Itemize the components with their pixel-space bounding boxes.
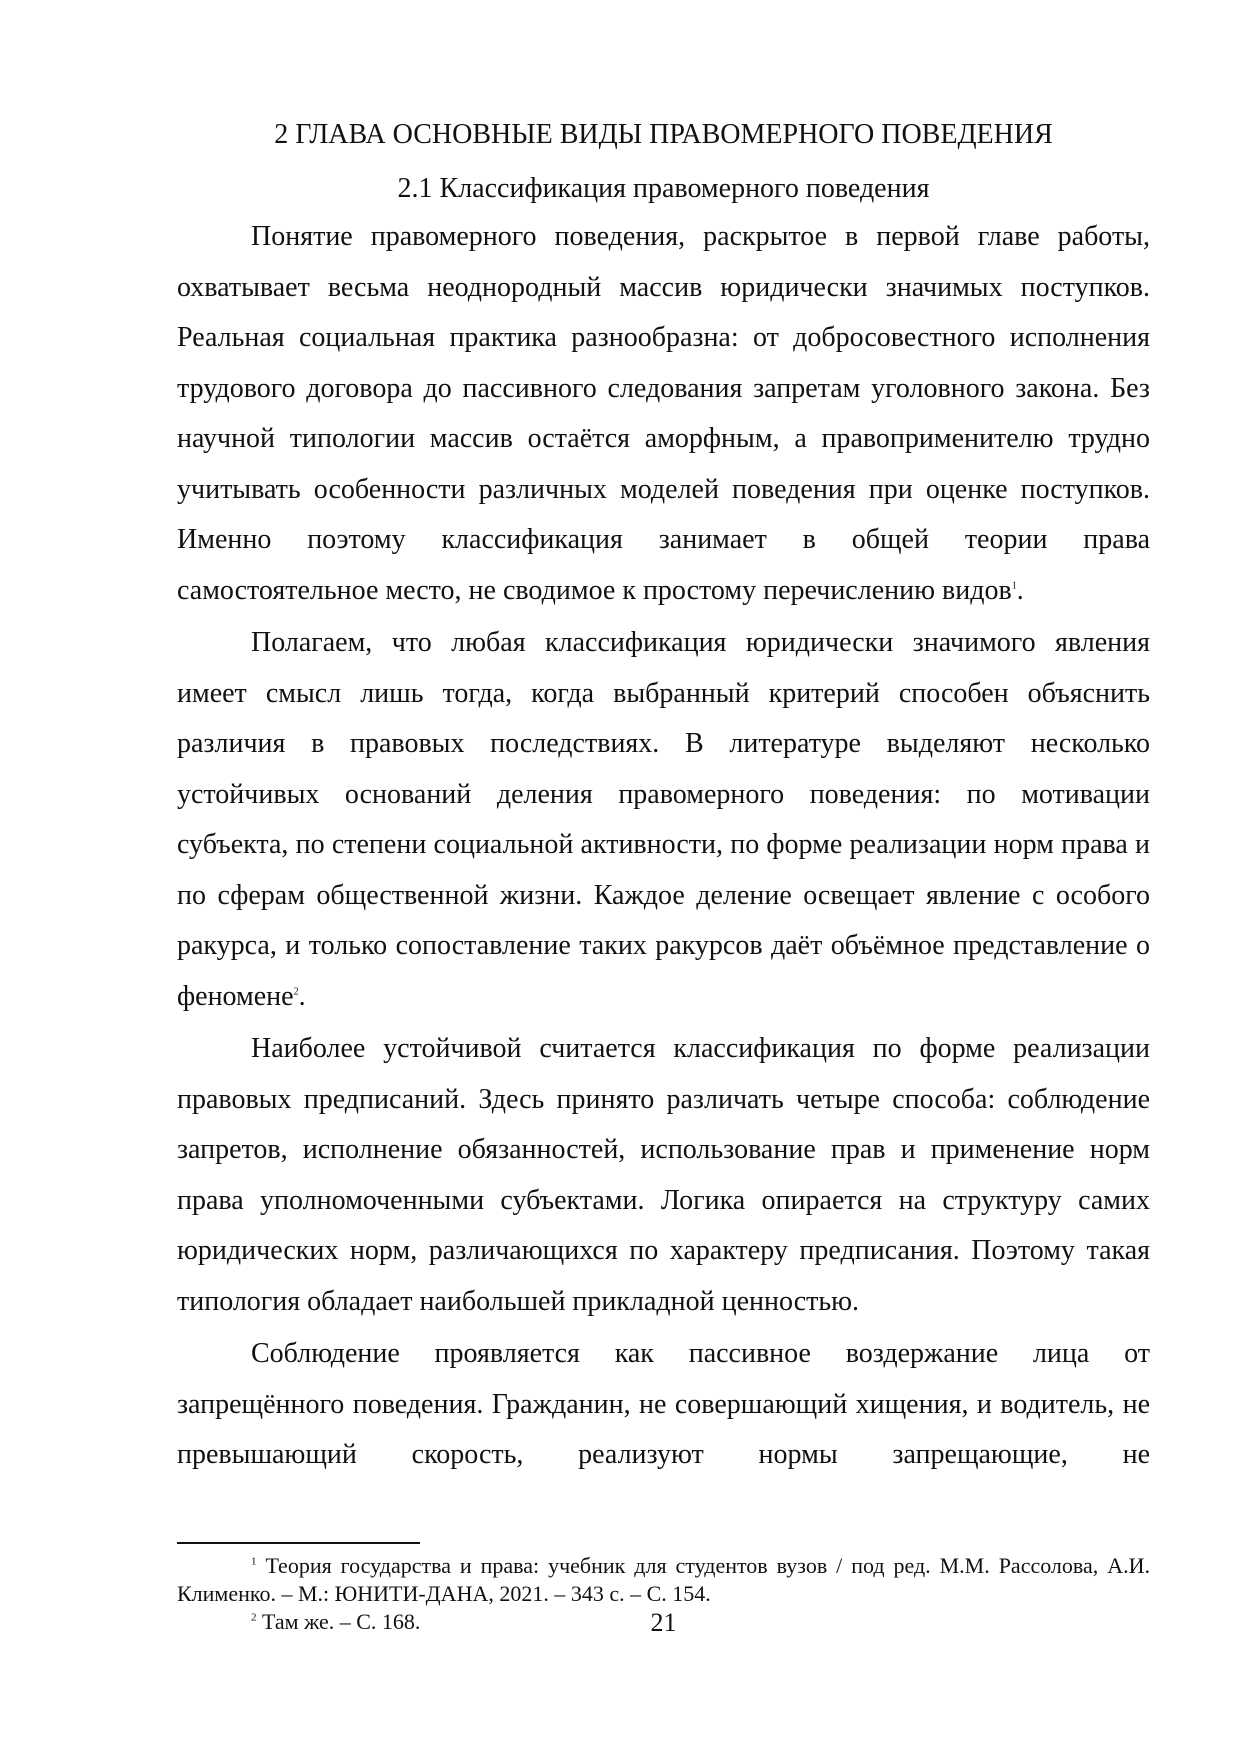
paragraph-4 [177, 1329, 1150, 1481]
footnote-reference-1[interactable]: 1 [1011, 580, 1017, 592]
footnote-number: 1 [251, 1555, 257, 1568]
paragraph-text: Соблюдение проявляется как пассивное воздержание лица от запрещённого поведения. Гражданин, не совершающий хищения, и водитель, не превышающий скорость, реализуют нормы запрещающие, не [177, 1338, 1150, 1470]
chapter-title: 2 ГЛАВА ОСНОВНЫЕ ВИДЫ ПРАВОМЕРНОГО ПОВЕДЕНИЯ [274, 119, 1053, 150]
footnote-1 [177, 1552, 1150, 1608]
footnote-text: Там же. – С. 168. [262, 1609, 421, 1634]
footnote-text: Теория государства и права: учебник для студентов вузов / под ред. М.М. Рассолова, А.И. Клименко. – М.: ЮНИТИ-ДАНА, 2021. – 343 с. – С. 154. [177, 1553, 1150, 1606]
page-number: 21 [650, 1608, 677, 1637]
paragraph-tail: . [1016, 574, 1024, 606]
paragraph-1 [177, 212, 1150, 616]
document-page [177, 118, 1150, 1481]
paragraph-tail: . [298, 980, 306, 1012]
section-title: 2.1 Классификация правомерного поведения [397, 173, 930, 204]
paragraph-text: Наиболее устойчивой считается классификация по форме реализации правовых предписаний. Здесь принято различать четыре способа: соблюдение запретов, исполнение обязанностей, использование прав и применение норм права уполномоченными субъектами. Логика опирается на структуру самих юридических норм, различающихся по характеру предписания. Поэтому такая типология обладает наибольшей прикладной ценностью. [177, 1033, 1150, 1317]
paragraph-2 [177, 618, 1150, 1022]
paragraph-text: Понятие правомерного поведения, раскрытое в первой главе работы, охватывает весьма неоднородный массив юридически значимых поступков. Реальная социальная практика разнообразна: от добросовестного исполнения трудового договора до пассивного следования запретам уголовного закона. Без научной типологии массив остаётся аморфным, а правоприменителю трудно учитывать особенности различных моделей поведения при оценке поступков. Именно поэтому классификация занимает в общей теории права самостоятельное место, не сводимое к простому перечислению видов [177, 221, 1150, 606]
footnote-reference-2[interactable]: 2 [293, 986, 299, 998]
paragraph-3 [177, 1024, 1150, 1327]
footnote-number: 2 [251, 1611, 257, 1624]
paragraph-text: Полагаем, что любая классификация юридически значимого явления имеет смысл лишь тогда, когда выбранный критерий способен объяснить различия в правовых последствиях. В литературе выделяют несколько устойчивых оснований деления правомерного поведения: по мотивации субъекта, по степени социальной активности, по форме реализации норм права и по сферам общественной жизни. Каждое деление освещает явление с особого ракурса, и только сопоставление таких ракурсов даёт объёмное представление о феномене [177, 627, 1150, 1012]
footnote-separator [177, 1542, 420, 1544]
